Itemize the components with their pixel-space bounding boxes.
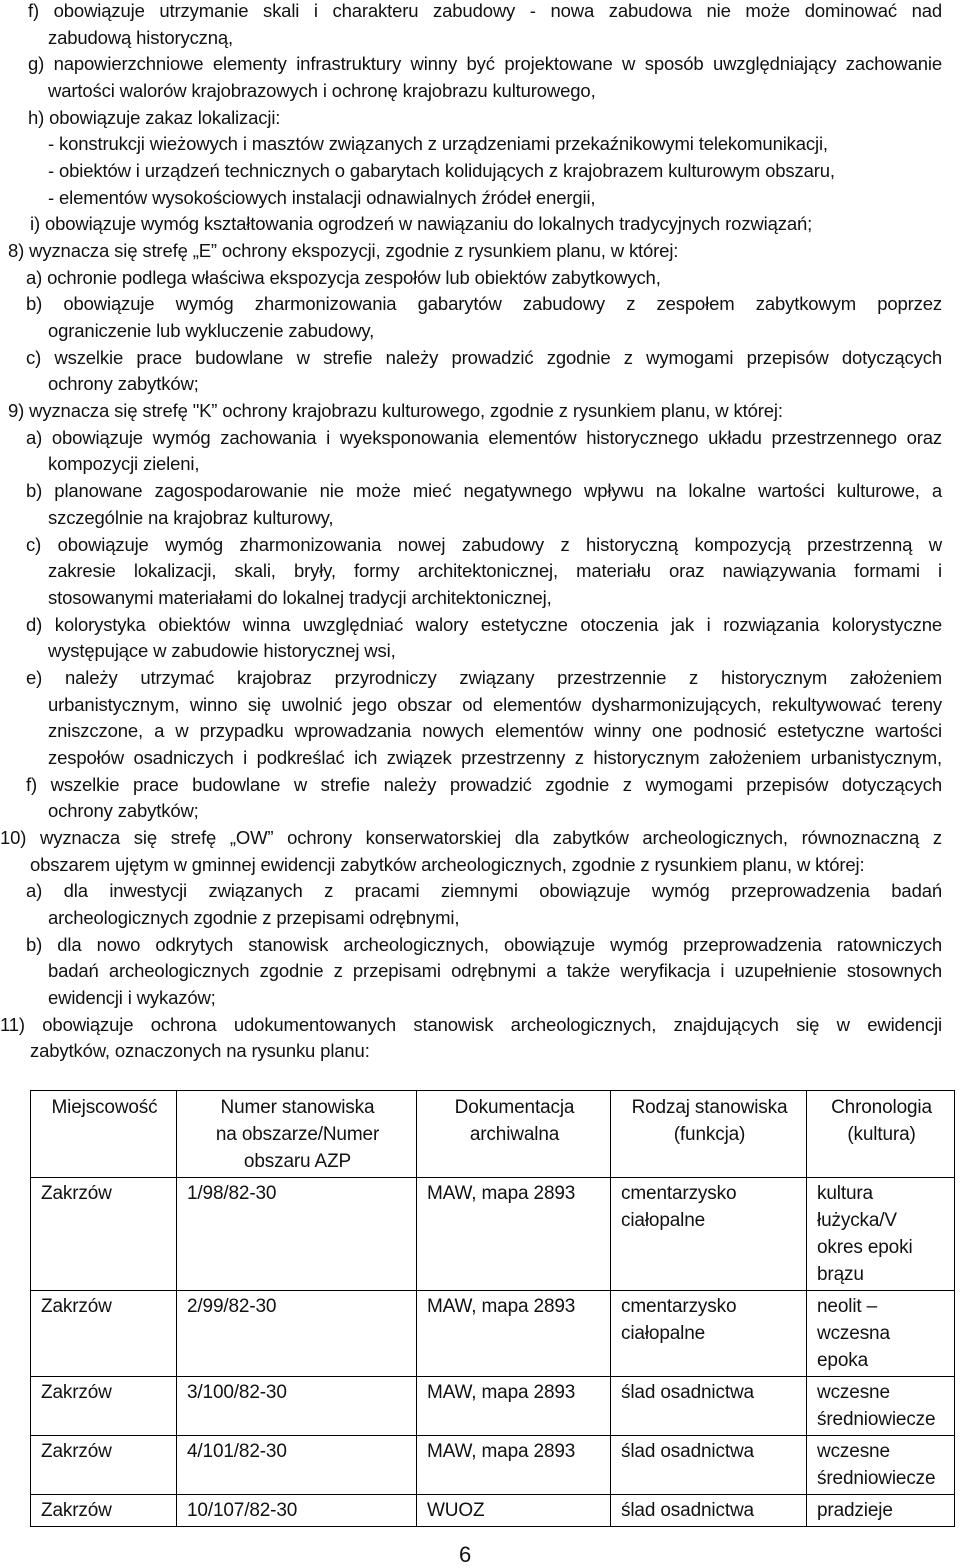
text-line: ograniczenie lub wykluczenie zabudowy,: [48, 320, 375, 341]
table-row: [31, 1495, 955, 1527]
table-row: [31, 1436, 955, 1495]
header-site-type: Rodzaj stanowiska (funkcja): [611, 1091, 807, 1178]
text-line: ochrony zabytków;: [48, 373, 199, 394]
cell-chronology: neolit – wczesna epoka: [807, 1291, 955, 1377]
cell-chronology: wczesne średniowiecze: [807, 1377, 955, 1436]
text-line: - obiektów i urządzeń technicznych o gabarytach kolidujących z krajobrazem kulturowym obszaru,: [48, 160, 835, 181]
text-line: e) należy utrzymać krajobraz przyrodniczy związany przestrzennie z historycznym założeniem: [26, 667, 942, 688]
text-line: f) wszelkie prace budowlane w strefie należy prowadzić zgodnie z wymogami przepisów dotyczących: [26, 774, 942, 795]
text-line: badań archeologicznych zgodnie z przepisami odrębnymi a także weryfikacja i uzupełnienie stosownych: [48, 960, 942, 981]
cell-site-type: ślad osadnictwa: [611, 1436, 807, 1495]
cell-site-number: 10/107/82-30: [177, 1495, 417, 1527]
text-line: ewidencji i wykazów;: [48, 987, 216, 1008]
text-line: i) obowiązuje wymóg kształtowania ogrodzeń w nawiązaniu do lokalnych tradycyjnych rozwiązań;: [30, 213, 813, 234]
text-line: - elementów wysokościowych instalacji odnawialnych źródeł energii,: [48, 187, 596, 208]
table-row: [31, 1291, 955, 1377]
cell-documentation: MAW, mapa 2893: [417, 1178, 611, 1291]
cell-chronology: pradzieje: [807, 1495, 955, 1527]
text-line: zakresie lokalizacji, skali, bryły, formy architektonicznej, materiału oraz nawiązywania formami i: [48, 560, 942, 581]
text-line: - konstrukcji wieżowych i masztów związanych z urządzeniami przekaźnikowymi telekomunikacji,: [48, 133, 828, 154]
header-site-number: Numer stanowiska na obszarze/Numer obszaru AZP: [177, 1091, 417, 1178]
text-line: a) ochronie podlega właściwa ekspozycja zespołów lub obiektów zabytkowych,: [26, 267, 661, 288]
cell-chronology: wczesne średniowiecze: [807, 1436, 955, 1495]
text-line: a) dla inwestycji związanych z pracami ziemnymi obowiązuje wymóg przeprowadzenia badań: [26, 880, 942, 901]
text-line: h) obowiązuje zakaz lokalizacji:: [28, 107, 281, 128]
text-line: obszarem ujętym w gminnej ewidencji zabytków archeologicznych, zgodnie z rysunkiem planu, w której:: [30, 854, 865, 875]
text-line: b) obowiązuje wymóg zharmonizowania gabarytów zabudowy z zespołem zabytkowym poprzez: [26, 293, 942, 314]
text-line: szczególnie na krajobraz kulturowy,: [48, 507, 334, 528]
text-line: b) planowane zagospodarowanie nie może mieć negatywnego wpływu na lokalne wartości kulturowe, a: [26, 480, 942, 501]
text-line: występujące w zabudowie historycznej wsi,: [48, 640, 396, 661]
text-line: a) obowiązuje wymóg zachowania i wyeksponowania elementów historycznego układu przestrzennego oraz: [26, 427, 942, 448]
text-line: 9) wyznacza się strefę "K” ochrony krajobrazu kulturowego, zgodnie z rysunkiem planu, w której:: [8, 400, 783, 421]
cell-site-type: ślad osadnictwa: [611, 1377, 807, 1436]
cell-locality: Zakrzów: [31, 1291, 177, 1377]
text-line: g) napowierzchniowe elementy infrastruktury winny być projektowane w sposób uwzględniający zachowanie: [28, 53, 942, 74]
text-line: b) dla nowo odkrytych stanowisk archeologicznych, obowiązuje wymóg przeprowadzenia ratowniczych: [26, 934, 942, 955]
text-line: urbanistycznym, winno się uwolnić jego obszar od elementów dysharmonizujących, rekultywować tereny: [48, 694, 942, 715]
page-number: 6: [458, 1542, 472, 1567]
text-line: zespołów osadniczych i podkreślać ich związek przestrzenny z historycznym założeniem urbanistycznym,: [48, 747, 942, 768]
header-documentation: Dokumentacja archiwalna: [417, 1091, 611, 1178]
text-line: f) obowiązuje utrzymanie skali i charakteru zabudowy - nowa zabudowa nie może dominować nad: [28, 0, 942, 21]
text-line: ochrony zabytków;: [48, 800, 199, 821]
cell-documentation: WUOZ: [417, 1495, 611, 1527]
text-line: c) wszelkie prace budowlane w strefie należy prowadzić zgodnie z wymogami przepisów dotyczących: [26, 347, 942, 368]
text-line: archeologicznych zgodnie z przepisami odrębnymi,: [48, 907, 460, 928]
cell-site-type: cmentarzysko ciałopalne: [611, 1178, 807, 1291]
cell-locality: Zakrzów: [31, 1495, 177, 1527]
cell-site-number: 3/100/82-30: [177, 1377, 417, 1436]
table-row: [31, 1377, 955, 1436]
header-locality: Miejscowość: [31, 1091, 177, 1178]
cell-chronology: kultura łużycka/V okres epoki brązu: [807, 1178, 955, 1291]
cell-locality: Zakrzów: [31, 1178, 177, 1291]
text-line: 11) obowiązuje ochrona udokumentowanych stanowisk archeologicznych, znajdujących się w ewidencji: [0, 1014, 942, 1035]
cell-site-number: 2/99/82-30: [177, 1291, 417, 1377]
cell-documentation: MAW, mapa 2893: [417, 1436, 611, 1495]
cell-locality: Zakrzów: [31, 1436, 177, 1495]
cell-locality: Zakrzów: [31, 1377, 177, 1436]
text-line: d) kolorystyka obiektów winna uwzględniać walory estetyczne otoczenia jak i rozwiązania kolorystyczne: [26, 614, 942, 635]
header-chronology: Chronologia (kultura): [807, 1091, 955, 1178]
text-line: zabytków, oznaczonych na rysunku planu:: [30, 1040, 370, 1061]
table-header-row: [31, 1091, 955, 1178]
table-row: [31, 1178, 955, 1291]
cell-site-number: 1/98/82-30: [177, 1178, 417, 1291]
text-line: zabudową historyczną,: [48, 27, 234, 48]
text-line: c) obowiązuje wymóg zharmonizowania nowej zabudowy z historyczną kompozycją przestrzenną w: [26, 534, 942, 555]
cell-documentation: MAW, mapa 2893: [417, 1377, 611, 1436]
cell-site-number: 4/101/82-30: [177, 1436, 417, 1495]
text-line: stosowanymi materiałami do lokalnej tradycji architektonicznej,: [48, 587, 552, 608]
text-line: zniszczone, a w przypadku wprowadzania nowych elementów winny one podnosić estetyczne wartości: [48, 720, 942, 741]
text-line: kompozycji zieleni,: [48, 453, 200, 474]
text-line: 8) wyznacza się strefę „E” ochrony ekspozycji, zgodnie z rysunkiem planu, w której:: [8, 240, 679, 261]
cell-site-type: cmentarzysko ciałopalne: [611, 1291, 807, 1377]
archaeological-sites-table: [30, 1090, 955, 1527]
cell-documentation: MAW, mapa 2893: [417, 1291, 611, 1377]
cell-site-type: ślad osadnictwa: [611, 1495, 807, 1527]
text-line: 10) wyznacza się strefę „OW” ochrony konserwatorskiej dla zabytków archeologicznych, równoznaczną z: [0, 827, 942, 848]
text-line: wartości walorów krajobrazowych i ochronę krajobrazu kulturowego,: [48, 80, 596, 101]
